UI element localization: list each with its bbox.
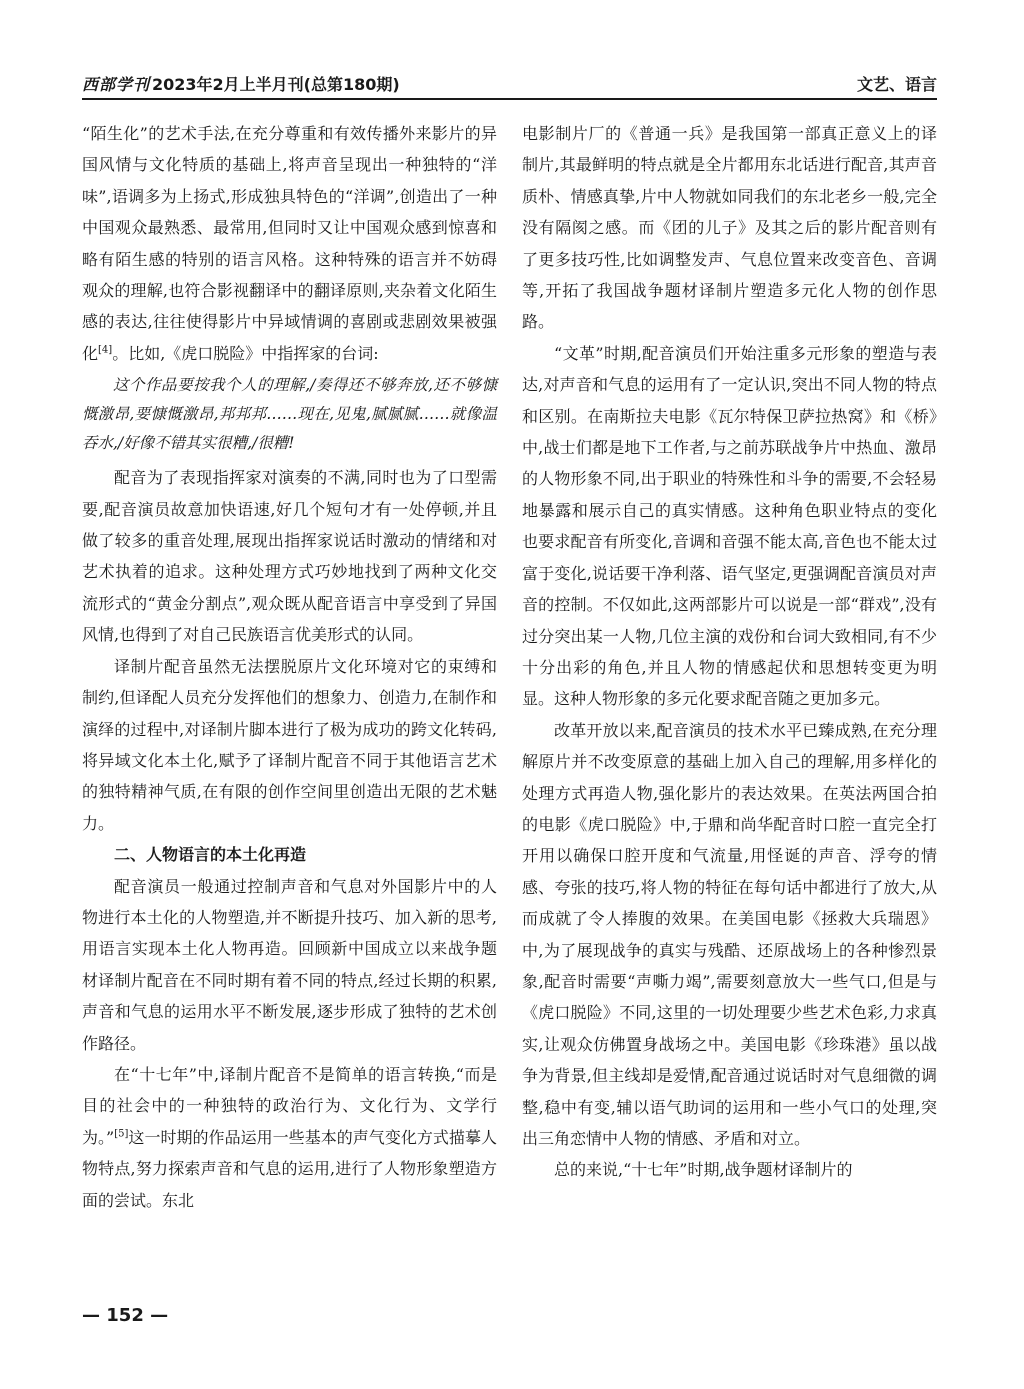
citation: [5] bbox=[114, 1128, 129, 1140]
paragraph bbox=[82, 1059, 497, 1216]
paragraph: “文革”时期,配音演员们开始注重多元形象的塑造与表达,对声音和气息的运用有了一定认识,突出不同人物的特点和区别。在南斯拉夫电影《瓦尔特保卫萨拉热窝》和《桥》中,战士们都是地下工作者,与之前苏联战争片中热血、激昂的人物形象不同,出于职业的特殊性和斗争的需要,不会轻易地暴露和展示自己的真实情感。这种角色职业特点的变化也要求配音有所变化,音调和音强不能太高,音色也不能太过富于变化,说话要干净利落、语气坚定,更强调配音演员对声音的控制。不仅如此,这两部影片可以说是一部“群戏”,没有过分突出某一人物,几位主演的戏份和台词大致相同,有不少十分出彩的角色,并且人物的情感起伏和思想转变更为明显。这种人物形象的多元化要求配音随之更加多元。 bbox=[522, 343, 937, 709]
running-header bbox=[82, 68, 937, 100]
journal-logo: 西部学刊 bbox=[82, 75, 151, 94]
section-label: 文艺、语言 bbox=[856, 75, 937, 94]
right-column bbox=[522, 118, 937, 1186]
citation: [4] bbox=[98, 344, 113, 356]
page-number: — 152 — bbox=[82, 1305, 169, 1326]
issue-info: 2023年2月上半月刊(总第180期) bbox=[152, 75, 400, 94]
paragraph: 配音演员一般通过控制声音和气息对外国影片中的人物进行本土化的人物塑造,并不断提升技巧、加入新的思考,用语言实现本土化人物再造。回顾新中国成立以来战争题材译制片配音在不同时期有着不同的特点,经过长期的积累,声音和气息的运用水平不断发展,逐步形成了独特的艺术创作路径。 bbox=[82, 876, 497, 1053]
paragraph: 改革开放以来,配音演员的技术水平已臻成熟,在充分理解原片并不改变原意的基础上加入自己的理解,用多样化的处理方式再造人物,强化影片的表达效果。在英法两国合拍的电影《虎口脱险》中,于鼎和尚华配音时口腔一直完全打开用以确保口腔开度和气流量,用怪诞的声音、浮夸的情感、夸张的技巧,将人物的特征在每句话中都进行了放大,从而成就了令人捧腹的效果。在美国电影《拯救大兵瑞恩》中,为了展现战争的真实与残酷、还原战场上的各种惨烈景象,配音时需要“声嘶力竭”,需要刻意放大一些气口,但是与《虎口脱险》不同,这里的一切处理要少些艺术色彩,力求真实,让观众仿佛置身战场之中。美国电影《珍珠港》虽以战争为背景,但主线却是爱情,配音通过说话时对气息细微的调整,稳中有变,辅以语气助词的运用和一些小气口的处理,突出三角恋情中人物的情感、矛盾和对立。 bbox=[522, 720, 937, 1148]
paragraph-text: 这一时期的作品运用一些基本的声气变化方式描摹人物特点,努力探索声音和气息的运用,进行了人物形象塑造方面的尝试。东北 bbox=[82, 1127, 497, 1210]
paragraph-text: “陌生化”的艺术手法,在充分尊重和有效传播外来影片的异国风情与文化特质的基础上,将声音呈现出一种独特的“洋味”,语调多为上扬式,形成独具特色的“洋调”,创造出了一种中国观众最熟悉、最常用,但同时又让中国观众感到惊喜和略有陌生感的特别的语言风格。这种特殊的语言并不妨碍观众的理解,也符合影视翻译中的翻译原则,夹杂着文化陌生感的表达,往往使得影片中异域情调的喜剧或悲剧效果被强化 bbox=[82, 124, 497, 363]
paragraph-text: 在“十七年”中,译制片配音不是简单的语言转换,“而是目的社会中的一种独特的政治行为、文化行为、文学行为。” bbox=[82, 1064, 497, 1147]
paragraph: 译制片配音虽然无法摆脱原片文化环境对它的束缚和制约,但译配人员充分发挥他们的想象力、创造力,在制作和演绎的过程中,对译制片脚本进行了极为成功的跨文化转码,将异域文化本土化,赋予了译制片配音不同于其他语言艺术的独特精神气质,在有限的创作空间里创造出无限的艺术魅力。 bbox=[82, 656, 497, 833]
quote-block: 这个作品要按我个人的理解,/奏得还不够奔放,还不够慷慨激昂,要慷慨激昂,邦邦邦……现在,见鬼,腻腻腻……就像温吞水,/好像不错其实很糟,/很糟! bbox=[82, 376, 497, 453]
header-left bbox=[82, 72, 400, 95]
section-heading: 二、人物语言的本土化再造 bbox=[114, 845, 307, 865]
paragraph bbox=[82, 118, 497, 369]
paragraph: 电影制片厂的《普通一兵》是我国第一部真正意义上的译制片,其最鲜明的特点就是全片都用东北话进行配音,其声音质朴、情感真挚,片中人物就如同我们的东北老乡一般,完全没有隔阂之感。而《团的儿子》及其之后的影片配音则有了更多技巧性,比如调整发声、气息位置来改变音色、音调等,开拓了我国战争题材译制片塑造多元化人物的创作思路。 bbox=[522, 124, 937, 332]
paragraph-text: 。比如,《虎口脱险》中指挥家的台词: bbox=[112, 343, 379, 363]
left-column bbox=[82, 118, 497, 1216]
paragraph: 总的来说,“十七年”时期,战争题材译制片的 bbox=[554, 1160, 853, 1180]
paragraph: 配音为了表现指挥家对演奏的不满,同时也为了口型需要,配音演员故意加快语速,好几个短句才有一处停顿,并且做了较多的重音处理,展现出指挥家说话时激动的情绪和对艺术执着的追求。这种处理方式巧妙地找到了两种文化交流形式的“黄金分割点”,观众既从配音语言中享受到了异国风情,也得到了对自己民族语言优美形式的认同。 bbox=[82, 468, 497, 645]
